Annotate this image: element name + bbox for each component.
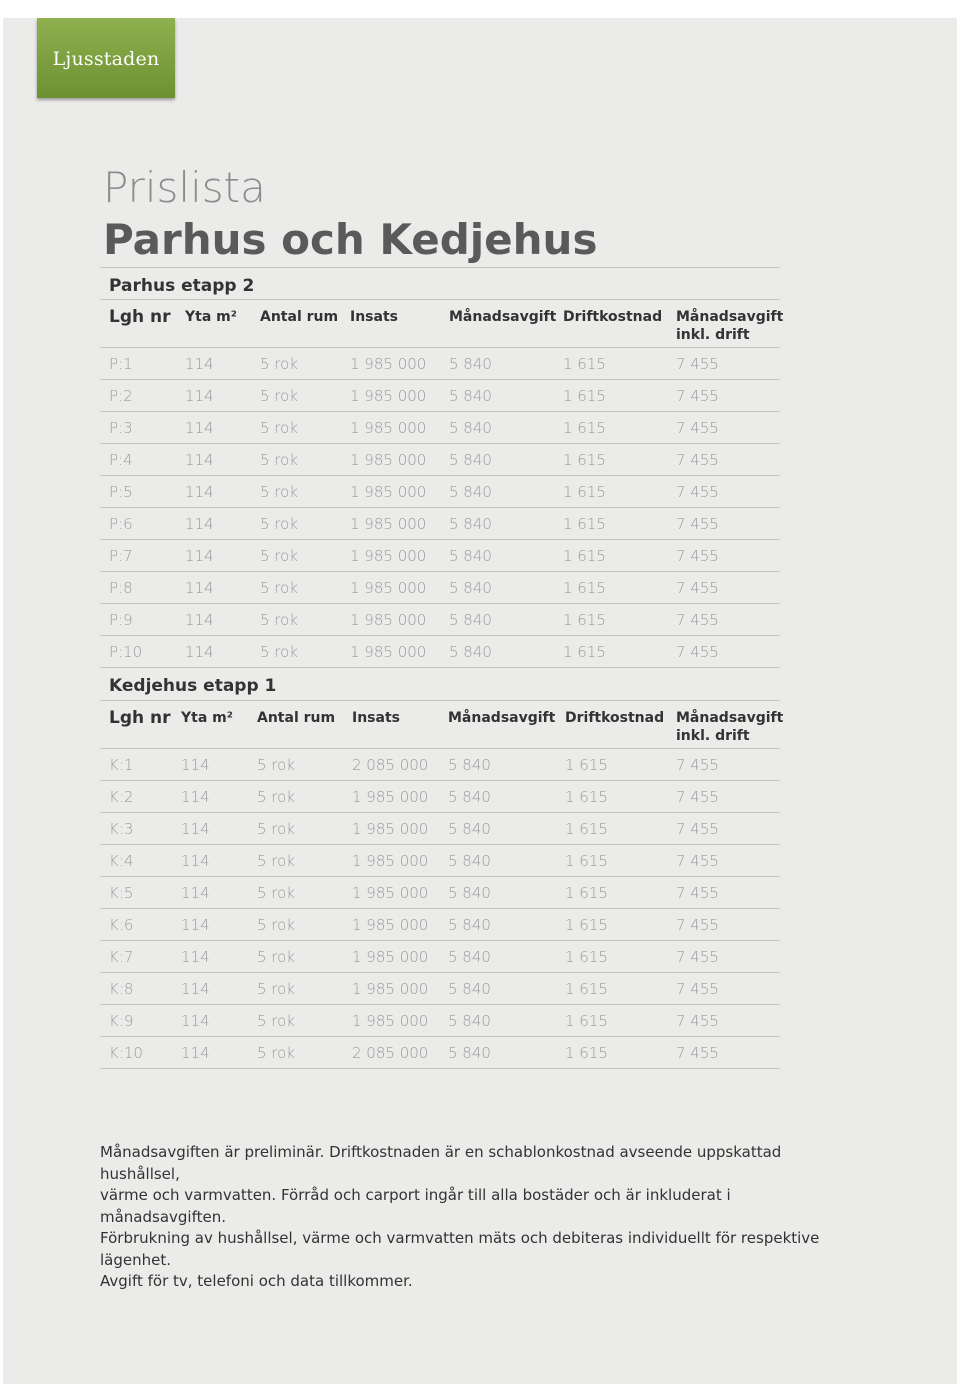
table-cell: 1 985 000 — [352, 852, 429, 870]
table-header-parhus — [100, 299, 784, 348]
table-cell: 7 455 — [676, 852, 719, 870]
table-cell: 1 615 — [563, 387, 606, 405]
footnote-line: Avgift för tv, telefoni och data tillkommer. — [100, 1272, 413, 1290]
table-cell: 5 840 — [448, 788, 491, 806]
table-cell: K:7 — [109, 948, 134, 966]
table-cell: 1 615 — [565, 788, 608, 806]
table-body-parhus — [100, 348, 780, 668]
table-cell: 1 985 000 — [350, 355, 427, 373]
table-cell: 5 rok — [257, 1044, 296, 1062]
table-row — [100, 476, 780, 508]
table-cell: 5 840 — [449, 451, 492, 469]
table-cell: 7 455 — [676, 884, 719, 902]
column-header: Yta m² — [185, 309, 237, 325]
column-header: Driftkostnad — [563, 309, 663, 325]
table-cell: 114 — [181, 1012, 210, 1030]
table-cell: 5 rok — [257, 884, 296, 902]
table-cell: 5 840 — [448, 980, 491, 998]
table-cell: 2 085 000 — [352, 756, 429, 774]
footnotes — [100, 1142, 860, 1293]
table-cell: 1 985 000 — [350, 579, 427, 597]
column-header: Driftkostnad — [565, 710, 665, 726]
table-cell: 5 840 — [448, 916, 491, 934]
table-cell: 1 615 — [563, 419, 606, 437]
table-cell: 5 840 — [449, 515, 492, 533]
table-cell: 1 985 000 — [352, 1012, 429, 1030]
table-cell: 1 985 000 — [352, 948, 429, 966]
table-cell: P:4 — [109, 451, 133, 469]
table-cell: K:3 — [109, 820, 134, 838]
table-cell: 114 — [181, 852, 210, 870]
table-cell: 5 rok — [257, 852, 296, 870]
table-cell: 5 rok — [257, 948, 296, 966]
table-cell: 114 — [185, 451, 214, 469]
table-cell: 5 840 — [448, 1012, 491, 1030]
table-cell: 1 985 000 — [352, 916, 429, 934]
table-cell: 114 — [185, 419, 214, 437]
table-cell: 5 rok — [260, 483, 299, 501]
table-cell: 114 — [181, 884, 210, 902]
column-header: Månadsavgift inkl. drift — [676, 309, 784, 343]
table-header-kedjehus — [100, 700, 784, 749]
table-cell: 114 — [181, 1044, 210, 1062]
table-cell: 7 455 — [676, 916, 719, 934]
table-cell: 5 rok — [260, 611, 299, 629]
table-cell: 5 rok — [260, 547, 299, 565]
table-cell: P:7 — [109, 547, 133, 565]
section-title-kedjehus: Kedjehus etapp 1 — [109, 676, 277, 696]
table-cell: P:6 — [109, 515, 133, 533]
table-cell: K:5 — [109, 884, 134, 902]
table-cell: P:1 — [109, 355, 133, 373]
table-cell: 1 985 000 — [352, 788, 429, 806]
table-cell: 1 615 — [565, 980, 608, 998]
table-cell: K:6 — [109, 916, 134, 934]
page-subtitle: Parhus och Kedjehus — [103, 215, 598, 264]
table-cell: 5 rok — [260, 643, 299, 661]
table-cell: 7 455 — [676, 980, 719, 998]
table-cell: P:5 — [109, 483, 133, 501]
table-cell: 5 840 — [449, 483, 492, 501]
table-cell: 1 615 — [563, 355, 606, 373]
table-cell: 1 985 000 — [352, 980, 429, 998]
table-cell: 5 rok — [257, 1012, 296, 1030]
table-cell: 5 rok — [260, 579, 299, 597]
section-title-parhus: Parhus etapp 2 — [100, 267, 780, 299]
column-header: Antal rum — [260, 309, 339, 325]
table-cell: 5 rok — [257, 916, 296, 934]
table-cell: 7 455 — [676, 483, 719, 501]
table-cell: 7 455 — [676, 579, 719, 597]
table-cell: 7 455 — [676, 756, 719, 774]
table-cell: 1 985 000 — [350, 483, 427, 501]
table-cell: 1 615 — [563, 611, 606, 629]
footnote-line: Månadsavgiften är preliminär. Driftkostnaden är en schablonkostnad avseende uppskattad hushållsel, — [100, 1143, 782, 1183]
table-cell: 7 455 — [676, 387, 719, 405]
table-cell: 7 455 — [676, 820, 719, 838]
table-cell: P:8 — [109, 579, 133, 597]
column-header: Månadsavgift — [449, 309, 557, 325]
table-row — [100, 781, 780, 813]
table-row — [100, 604, 780, 636]
table-row — [100, 1005, 780, 1037]
table-cell: 114 — [185, 579, 214, 597]
table-cell: 5 840 — [448, 852, 491, 870]
table-cell: 5 840 — [449, 419, 492, 437]
table-cell: 114 — [181, 756, 210, 774]
table-cell: 1 985 000 — [352, 820, 429, 838]
table-row — [100, 749, 780, 781]
table-cell: 1 615 — [565, 756, 608, 774]
table-cell: 5 840 — [448, 1044, 491, 1062]
table-cell: 1 615 — [565, 884, 608, 902]
table-cell: 114 — [181, 788, 210, 806]
table-cell: 5 rok — [257, 980, 296, 998]
table-cell: 1 615 — [563, 515, 606, 533]
footnote-line: värme och varmvatten. Förråd och carport ingår till alla bostäder och är inkluderat i månadsavgiften. — [100, 1186, 731, 1226]
table-cell: 7 455 — [676, 1044, 719, 1062]
table-cell: 1 985 000 — [350, 611, 427, 629]
table-row — [100, 444, 780, 476]
table-cell: 114 — [185, 355, 214, 373]
table-row — [100, 508, 780, 540]
table-row — [100, 1037, 780, 1069]
table-cell: 1 985 000 — [350, 451, 427, 469]
table-cell: 7 455 — [676, 419, 719, 437]
table-cell: 1 615 — [563, 547, 606, 565]
table-cell: 114 — [181, 948, 210, 966]
table-cell: 7 455 — [676, 1012, 719, 1030]
table-cell: 5 rok — [260, 451, 299, 469]
table-cell: 1 985 000 — [350, 419, 427, 437]
table-row — [100, 909, 780, 941]
table-row — [100, 348, 780, 380]
table-cell: 7 455 — [676, 547, 719, 565]
column-header: Månadsavgift inkl. drift — [676, 710, 784, 744]
table-cell: 1 615 — [565, 916, 608, 934]
table-row — [100, 412, 780, 444]
table-cell: 5 840 — [448, 820, 491, 838]
table-cell: P:9 — [109, 611, 133, 629]
table-cell: 7 455 — [676, 355, 719, 373]
table-cell: 5 rok — [260, 387, 299, 405]
table-cell: 1 615 — [565, 820, 608, 838]
table-row — [100, 877, 780, 909]
column-header: Månadsavgift — [448, 710, 556, 726]
table-cell: 1 985 000 — [352, 884, 429, 902]
table-cell: 114 — [185, 547, 214, 565]
table-cell: K:10 — [109, 1044, 143, 1062]
table-cell: 1 985 000 — [350, 515, 427, 533]
table-cell: 5 rok — [260, 355, 299, 373]
column-header: Yta m² — [181, 710, 233, 726]
table-cell: 5 840 — [449, 547, 492, 565]
table-cell: P:3 — [109, 419, 133, 437]
table-cell: 2 085 000 — [352, 1044, 429, 1062]
table-cell: 5 840 — [449, 611, 492, 629]
column-header: Lgh nr — [109, 708, 171, 728]
table-cell: 1 615 — [563, 451, 606, 469]
table-cell: 5 840 — [448, 756, 491, 774]
table-cell: 5 840 — [449, 643, 492, 661]
table-cell: P:10 — [109, 643, 143, 661]
table-cell: 5 rok — [260, 419, 299, 437]
table-cell: 1 615 — [565, 948, 608, 966]
table-cell: 7 455 — [676, 788, 719, 806]
column-header: Insats — [352, 710, 400, 726]
table-cell: 114 — [181, 916, 210, 934]
table-cell: 114 — [185, 643, 214, 661]
table-cell: 114 — [185, 515, 214, 533]
table-cell: K:4 — [109, 852, 134, 870]
table-row — [100, 572, 780, 604]
table-row — [100, 845, 780, 877]
table-cell: 5 840 — [448, 948, 491, 966]
table-cell: 5 rok — [257, 756, 296, 774]
table-cell: 114 — [185, 387, 214, 405]
table-cell: K:8 — [109, 980, 134, 998]
table-body-kedjehus — [100, 749, 780, 1069]
table-cell: 5 840 — [449, 387, 492, 405]
table-cell: 1 615 — [565, 1044, 608, 1062]
table-row — [100, 380, 780, 412]
table-cell: 1 985 000 — [350, 643, 427, 661]
table-cell: 1 615 — [563, 579, 606, 597]
table-cell: K:9 — [109, 1012, 134, 1030]
table-cell: 1 615 — [565, 1012, 608, 1030]
table-cell: 7 455 — [676, 643, 719, 661]
page-title: Prislista — [103, 163, 266, 212]
table-cell: K:1 — [109, 756, 134, 774]
table-cell: 1 985 000 — [350, 387, 427, 405]
brand-tab: Ljusstaden — [37, 18, 175, 98]
table-row — [100, 973, 780, 1005]
column-header: Insats — [350, 309, 398, 325]
table-cell: K:2 — [109, 788, 134, 806]
table-cell: 7 455 — [676, 515, 719, 533]
table-cell: 1 615 — [563, 643, 606, 661]
price-table — [100, 267, 784, 1069]
table-cell: 5 rok — [257, 788, 296, 806]
table-cell: 1 615 — [563, 483, 606, 501]
table-cell: 114 — [181, 980, 210, 998]
table-cell: 114 — [185, 483, 214, 501]
table-cell: 114 — [181, 820, 210, 838]
table-cell: 7 455 — [676, 611, 719, 629]
table-cell: 5 840 — [449, 355, 492, 373]
table-cell: 7 455 — [676, 948, 719, 966]
table-row — [100, 941, 780, 973]
table-cell: 5 rok — [257, 820, 296, 838]
table-cell: 5 840 — [449, 579, 492, 597]
table-row — [100, 540, 780, 572]
table-row — [100, 813, 780, 845]
table-cell: 5 840 — [448, 884, 491, 902]
footnote-line: Förbrukning av hushållsel, värme och varmvatten mäts och debiteras individuellt för respektive lägenhet. — [100, 1229, 820, 1269]
table-cell: P:2 — [109, 387, 133, 405]
table-cell: 1 615 — [565, 852, 608, 870]
table-row — [100, 636, 780, 668]
table-cell: 114 — [185, 611, 214, 629]
table-cell: 7 455 — [676, 451, 719, 469]
table-cell: 5 rok — [260, 515, 299, 533]
column-header: Lgh nr — [109, 307, 171, 327]
table-cell: 1 985 000 — [350, 547, 427, 565]
column-header: Antal rum — [257, 710, 336, 726]
